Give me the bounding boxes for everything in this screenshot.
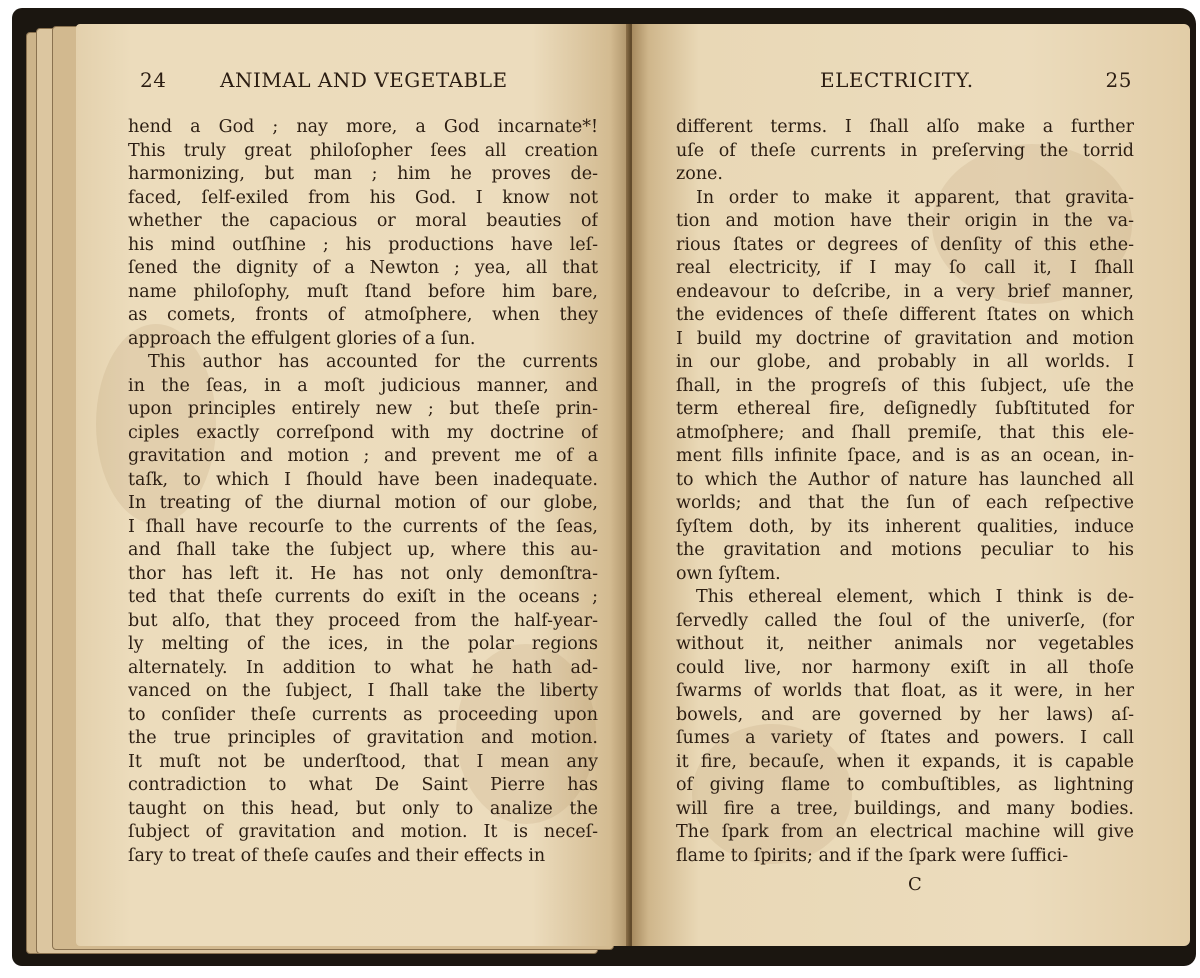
right-running-head bbox=[680, 68, 1132, 102]
text-line: term ethereal fire, deſignedly ſubſtituted for bbox=[676, 399, 1134, 419]
text-line: will fire a tree, buildings, and many bodies. bbox=[676, 798, 1134, 819]
text-line: endeavour to deſcribe, in a very brief manner, bbox=[676, 281, 1134, 302]
text-line: of giving flame to combuſtibles, as lightning bbox=[676, 775, 1134, 795]
text-line: This ethereal element, which I think is de- bbox=[696, 587, 1134, 607]
left-body-text bbox=[128, 116, 598, 868]
text-line: as comets, fronts of atmoſphere, when they bbox=[128, 305, 598, 325]
text-line: ſumes a variety of ſtates and powers. I call bbox=[676, 728, 1134, 748]
text-line: ſary to treat of theſe cauſes and their effects in bbox=[128, 845, 546, 866]
right-body-text bbox=[676, 116, 1134, 868]
text-line: I build my doctrine of gravitation and motion bbox=[676, 328, 1134, 349]
text-line: the gravitation and motions peculiar to his bbox=[676, 540, 1134, 560]
text-line: zone. bbox=[676, 164, 723, 184]
text-line: ſhall, in the progreſs of this ſubject, uſe the bbox=[676, 375, 1134, 396]
text-line: taſk, to which I ſhould have been inadequate. bbox=[128, 469, 598, 490]
text-line: the evidences of theſe different ſtates on which bbox=[676, 305, 1134, 325]
text-line: his mind outſhine ; his productions have leſ- bbox=[128, 234, 598, 255]
text-line: ted that theſe currents do exiſt in the oceans ; bbox=[128, 587, 598, 607]
text-line: vanced on the ſubject, I ſhall take the liberty bbox=[128, 681, 598, 701]
text-line: This author has accounted for the currents bbox=[148, 352, 598, 372]
text-line: ciples exactly correſpond with my doctrine of bbox=[128, 422, 598, 443]
running-head-title: ELECTRICITY. bbox=[820, 68, 974, 92]
book-cover bbox=[12, 8, 1196, 966]
text-line: whether the capacious or moral beauties of bbox=[128, 211, 598, 231]
text-line: uſe of theſe currents in preſerving the torrid bbox=[676, 140, 1134, 161]
signature-mark: C bbox=[908, 874, 922, 895]
text-line: to which the Author of nature has launched all bbox=[676, 469, 1134, 490]
text-line: It muſt not be underſtood, that I mean any bbox=[128, 751, 598, 772]
text-line: thor has left it. He has not only demonſtra- bbox=[128, 563, 598, 584]
text-line: the true principles of gravitation and motion. bbox=[128, 728, 598, 748]
text-line: rious ſtates or degrees of denſity of this ethe- bbox=[676, 234, 1134, 255]
text-line: harmonizing, but man ; him he proves de- bbox=[128, 164, 598, 184]
text-line: but alſo, that they proceed from the half-year- bbox=[128, 610, 598, 631]
text-line: approach the effulgent glories of a ſun. bbox=[128, 328, 476, 349]
text-line: This truly great philoſopher ſees all creation bbox=[128, 140, 598, 161]
text-line: different terms. I ſhall alſo make a further bbox=[676, 117, 1134, 137]
text-line: worlds; and that the ſun of each reſpective bbox=[676, 493, 1134, 513]
text-line: could live, nor harmony exiſt in all thoſe bbox=[676, 657, 1134, 678]
text-line: ly melting of the ices, in the polar regions bbox=[128, 634, 598, 654]
text-line: ſwarms of worlds that float, as it were, in her bbox=[676, 681, 1134, 701]
page-number: 25 bbox=[1105, 68, 1132, 92]
text-line: real electricity, if I may ſo call it, I ſhall bbox=[676, 258, 1134, 278]
text-line: upon principles entirely new ; but theſe prin- bbox=[128, 399, 598, 419]
left-page bbox=[76, 24, 632, 946]
text-line: taught on this head, but only to analize the bbox=[128, 798, 598, 819]
text-line: tion and motion have their origin in the va- bbox=[676, 211, 1134, 231]
text-line: hend a God ; nay more, a God incarnate*! bbox=[128, 117, 598, 137]
text-line: it fire, becauſe, when it expands, it is capable bbox=[676, 751, 1134, 772]
text-line: In treating of the diurnal motion of our globe, bbox=[128, 493, 598, 513]
text-line: in the ſeas, in a moſt judicious manner, and bbox=[128, 375, 598, 396]
text-line: faced, ſelf-exiled from his God. I know not bbox=[128, 187, 598, 208]
text-line: without it, neither animals nor vegetables bbox=[676, 634, 1134, 654]
right-page bbox=[632, 24, 1190, 946]
left-running-head bbox=[140, 68, 586, 102]
text-line: ſubject of gravitation and motion. It is neceſ- bbox=[128, 822, 598, 842]
text-line: in our globe, and probably in all worlds. I bbox=[676, 352, 1134, 372]
text-line: The ſpark from an electrical machine will give bbox=[676, 822, 1134, 842]
text-line: name philoſophy, muſt ſtand before him bare, bbox=[128, 281, 598, 302]
text-line: and ſhall take the ſubject up, where this au- bbox=[128, 540, 598, 560]
text-line: In order to make it apparent, that gravita- bbox=[696, 187, 1134, 208]
page-number: 24 bbox=[140, 68, 167, 92]
text-line: atmoſphere; and ſhall premiſe, that this ele- bbox=[676, 422, 1134, 443]
text-line: alternately. In addition to what he hath ad- bbox=[128, 657, 598, 678]
text-line: own ſyſtem. bbox=[676, 563, 781, 584]
text-line: ſened the dignity of a Newton ; yea, all that bbox=[128, 258, 598, 278]
text-line: contradiction to what De Saint Pierre has bbox=[128, 775, 598, 795]
text-line: ſyſtem doth, by its inherent qualities, induce bbox=[676, 516, 1134, 537]
running-head-title: ANIMAL AND VEGETABLE bbox=[220, 68, 508, 92]
text-line: flame to ſpirits; and if the ſpark were ſuffici- bbox=[676, 845, 1069, 866]
text-line: ment fills infinite ſpace, and is as an ocean, in- bbox=[676, 446, 1134, 466]
text-line: gravitation and motion ; and prevent me of a bbox=[128, 446, 598, 466]
text-line: bowels, and are governed by her laws) aſ- bbox=[676, 704, 1134, 725]
text-line: ſervedly called the ſoul of the univerſe, (for bbox=[676, 610, 1134, 631]
text-line: to conſider theſe currents as proceeding upon bbox=[128, 704, 598, 725]
text-line: I ſhall have recourſe to the currents of the ſeas, bbox=[128, 516, 598, 537]
